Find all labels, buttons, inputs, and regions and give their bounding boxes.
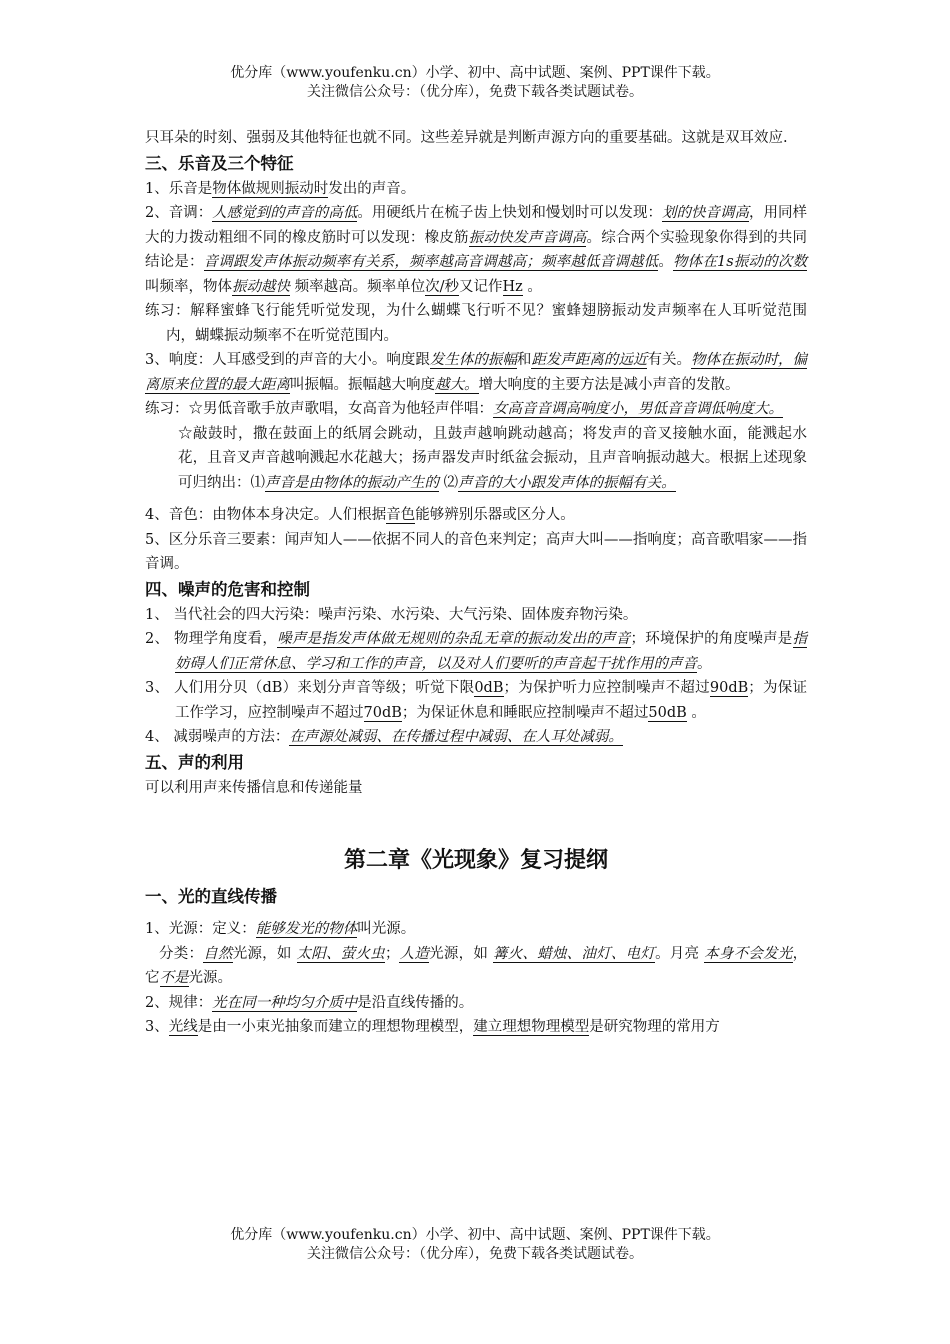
s4-item-4: 4、 减弱噪声的方法：在声源处减弱、在传播过程中减弱、在人耳处减弱。 xyxy=(145,729,623,745)
header-line-2: 关注微信公众号：（优分库），免费下载各类试题试卷。 xyxy=(307,84,643,100)
s3-item-2: 2、音调：人感觉到的声音的高低。用硬纸片在梳子齿上快划和慢划时可以发现：划的快音调高，用同样大的力拨动粗细不同的橡皮筋时可以发现：橡皮筋振动快发声音调高。综合两个实验现象你得到的共同结论是：音调跟发声体振动频率有关系，频率越高音调越高；频率越低音调越低。物体在1s振动的次数叫频率，物体振动越快 频率越高。频率单位次/秒又记作Hz 。 xyxy=(145,205,808,295)
ch2-section-1-title: 一、光的直线传播 xyxy=(145,887,277,906)
s3-exercise-2: 练习：☆男低音歌手放声歌唱，女高音为他轻声伴唱：女高音音调高响度小，男低音音调低响度大。 xyxy=(145,401,783,417)
s4-item-1: 1、 当代社会的四大污染：噪声污染、水污染、大气污染、固体废弃物污染。 xyxy=(145,606,638,623)
ch2-classification: 分类：自然光源，如 太阳、萤火虫；人造光源，如 篝火、蜡烛、油灯、电灯。月亮 本身不会发光，它不是光源。 xyxy=(145,945,808,986)
s3-exercise-1: 练习：解释蜜蜂飞行能凭听觉发现，为什么蝴蝶飞行听不见？蜜蜂翅膀振动发声频率在人耳听觉范围内，蝴蝶振动频率不在听觉范围内。 xyxy=(145,303,807,344)
section-5-title: 五、声的利用 xyxy=(145,752,244,772)
page-footer xyxy=(0,1226,950,1264)
s5-text: 可以利用声来传播信息和传递能量 xyxy=(145,779,363,796)
footer-line-2: 关注微信公众号：（优分库），免费下载各类试题试卷。 xyxy=(307,1246,643,1262)
document-body xyxy=(145,126,807,1040)
section-3-title: 三、乐音及三个特征 xyxy=(145,153,294,173)
s3-item-5: 5、区分乐音三要素：闻声知人——依据不同人的音色来判定；高声大叫——指响度；高音歌唱家——指音调。 xyxy=(145,531,807,572)
ch2-item-1: 1、光源：定义：能够发光的物体叫光源。 xyxy=(145,921,416,937)
s3-item-3: 3、响度：人耳感受到的声音的大小。响度跟发生体的振幅和距发声距离的远近有关。物体在振动时，偏离原来位置的最大距离叫振幅。振幅越大响度越大。增大响度的主要方法是减小声音的发散。 xyxy=(145,352,808,393)
page-header xyxy=(0,64,950,102)
footer-line-1: 优分库（www.youfenku.cn）小学、初中、高中试题、案例、PPT课件下载。 xyxy=(230,1227,720,1243)
ch2-item-2: 2、规律：光在同一种均匀介质中是沿直线传播的。 xyxy=(145,994,474,1011)
ch2-item-3: 3、光线是由一小束光抽象而建立的理想物理模型，建立理想物理模型是研究物理的常用方 xyxy=(145,1019,720,1035)
s3-exercise-3: ☆敲鼓时，撒在鼓面上的纸屑会跳动，且鼓声越响跳动越高；将发声的音叉接触水面，能溅起水花，且音叉声音越响溅起水花越大；扬声器发声时纸盆会振动，且声音响振动越大。根据上述现象可归纳出：⑴声音是由物体的振动产生的 ⑵声音的大小跟发声体的振幅有关。 xyxy=(178,425,807,491)
s4-item-3: 3、 人们用分贝（dB）来划分声音等级；听觉下限0dB；为保护听力应控制噪声不超过90dB；为保证工作学习，应控制噪声不超过70dB；为保证休息和睡眠应控制噪声不超过50dB 。 xyxy=(145,680,808,721)
s3-item-1: 1、乐音是物体做规则振动时发出的声音。 xyxy=(145,180,416,197)
intro-paragraph: 只耳朵的时刻、强弱及其他特征也就不同。这些差异就是判断声源方向的重要基础。这就是双耳效应. xyxy=(145,130,788,146)
section-4-title: 四、噪声的危害和控制 xyxy=(145,579,310,599)
s3-item-4: 4、音色：由物体本身决定。人们根据音色能够辨别乐器或区分人。 xyxy=(145,507,575,523)
s4-item-2: 2、 物理学角度看，噪声是指发声体做无规则的杂乱无章的振动发出的声音；环境保护的角度噪声是指妨碍人们正常休息、学习和工作的声音，以及对人们要听的声音起干扰作用的声音。 xyxy=(145,631,807,672)
header-line-1: 优分库（www.youfenku.cn）小学、初中、高中试题、案例、PPT课件下载。 xyxy=(230,65,720,81)
chapter-2-title: 第二章《光现象》复习提纲 xyxy=(343,847,608,873)
